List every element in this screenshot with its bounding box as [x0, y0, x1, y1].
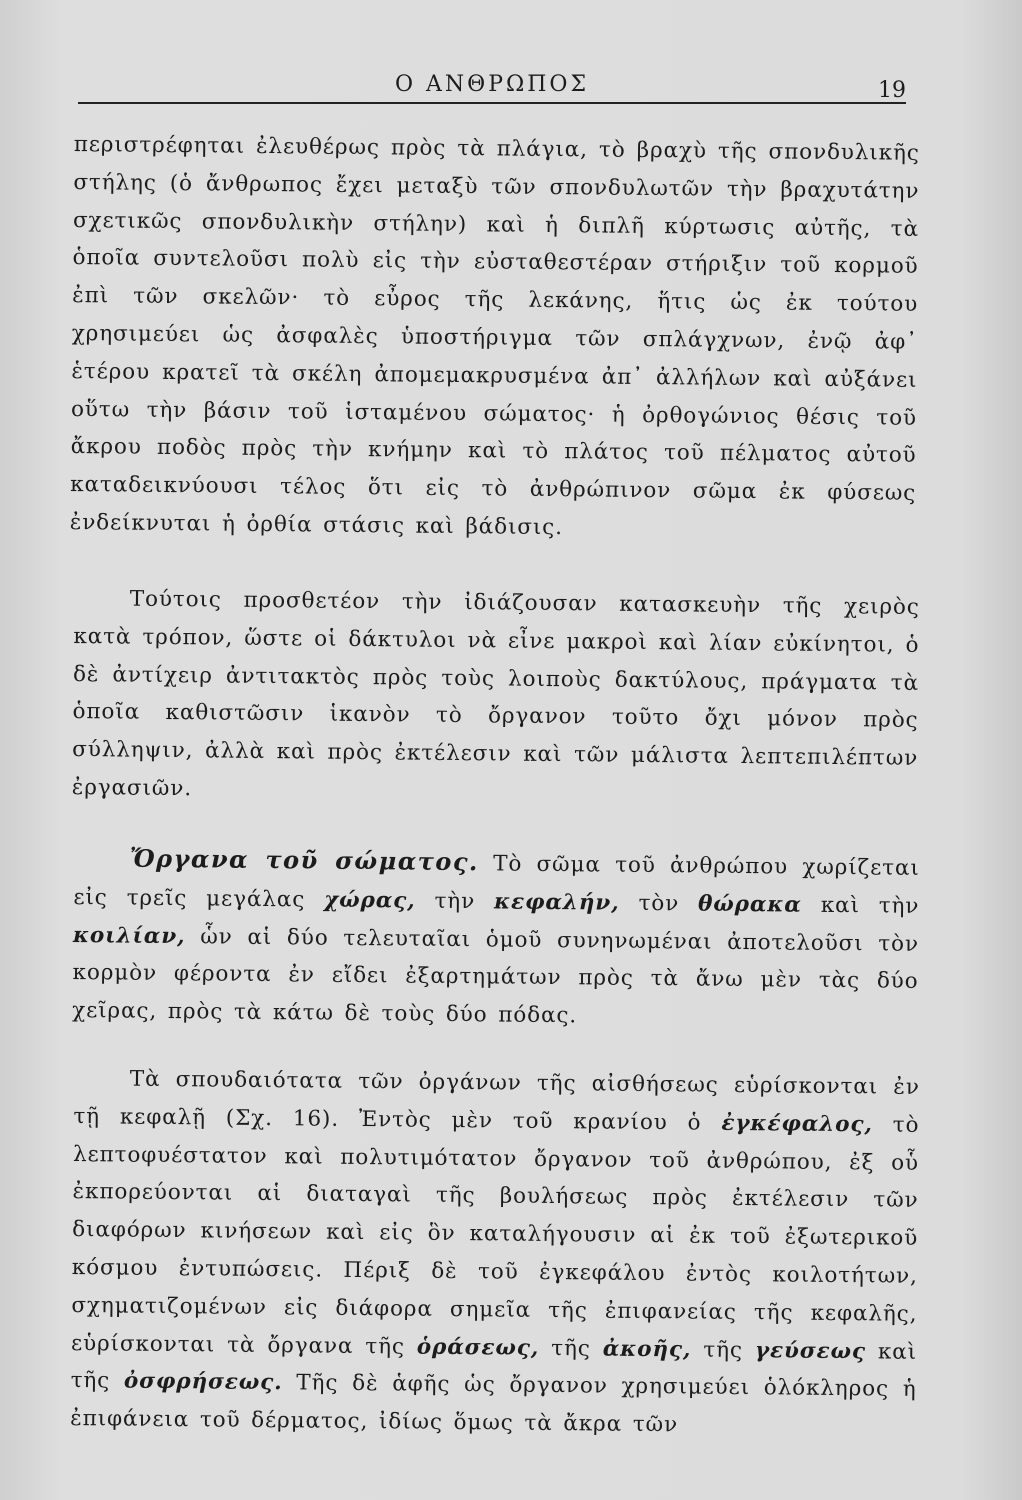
emphasis-term: ἐγκέφαλος,	[721, 1110, 873, 1137]
paragraph-1: περιστρέφηται ἐλευθέρως πρὸς τὰ πλάγια, τὸ βραχὺ τῆς σπονδυλικῆς στήλης (ὁ ἄνθρωπος ἔχει μεταξὺ τῶν σπονδυλωτῶν τὴν βραχυτάτην σχετικῶς σπονδυλικὴν στήλην) καὶ ἡ διπλῆ κύρτωσις αὐτῆς, τὰ ὁποῖα συντελοῦσι πολὺ εἰς τὴν εὐσταθεστέραν στήριξιν τοῦ κορμοῦ ἐπὶ τῶν σκελῶν· τὸ εὖρος τῆς λεκάνης, ἥτις ὡς ἐκ τούτου χρησιμεύει ὡς ἀσφαλὲς ὑποστήριγμα τῶν σπλάγχνων, ἐνῷ ἀφ᾽ ἑτέρου κρατεῖ τὰ σκέλη ἀπομεμακρυσμένα ἀπ᾽ ἀλλήλων καὶ αὐξάνει οὕτω τὴν βάσιν τοῦ ἱσταμένου σώματος· ἡ ὀρθογώνιος θέσις τοῦ ἄκρου ποδὸς πρὸς τὴν κνήμην καὶ τὸ πλάτος τοῦ πέλματος αὐτοῦ καταδεικνύουσι τέλος ὅτι εἰς τὸ ἀνθρώπινον σῶμα ἐκ φύσεως ἐνδείκνυται ἡ ὀρθία στάσις καὶ βάδισις.	[69, 131, 920, 541]
text-span: τὴν	[415, 887, 495, 914]
text-span: καὶ τὴν	[801, 891, 920, 919]
emphasis-term: γεύσεως	[754, 1337, 867, 1364]
text-span: Τὸ σῶμα τοῦ ἀνθρώπου χωρίζεται εἰς τρεῖς μεγάλας	[73, 850, 920, 912]
emphasis-term: θώρακα	[697, 890, 802, 917]
running-title: Ο ΑΝΘΡΩΠΟΣ	[394, 72, 590, 97]
text-span: Τῆς δὲ ἁφῆς ὡς ὄργανον χρησιμεύει ὁλόκληρος ἡ ἐπιφάνεια τοῦ δέρματος, ἰδίως ὅμως τὰ ἄκρα τῶν	[70, 1370, 917, 1438]
text-span: καὶ τῆς	[70, 1338, 918, 1394]
paragraph-2: Τούτοις προσθετέον τὴν ἰδιάζουσαν κατασκευὴν τῆς χειρὸς κατὰ τρόπον, ὥστε οἱ δάκτυλοι νὰ εἶνε μακροὶ καὶ λίαν εὐκίνητοι, ὁ δὲ ἀντίχειρ ἀντιτακτὸς πρὸς τοὺς λοιποὺς δακτύλους, πράγματα τὰ ὁποῖα καθιστῶσιν ἱκανὸν τὸ ὄργανον τοῦτο ὄχι μόνον πρὸς σύλληψιν, ἀλλὰ καὶ πρὸς ἐκτέλεσιν καὶ τῶν μάλιστα λεπτεπιλέπτων ἐργασιῶν.	[71, 586, 920, 801]
paragraph-3	[72, 839, 920, 1039]
emphasis-term: κεφαλήν,	[493, 888, 620, 916]
text-span: τὸν	[619, 890, 699, 916]
emphasis-term: ὀσφρήσεως.	[123, 1368, 283, 1396]
text-span: Τὰ σπουδαιότατα τῶν ὀργάνων τῆς αἰσθήσεως εὑρίσκονται ἐν τῇ κεφαλῇ (Σχ. 16). Ἐντὸς μὲν τοῦ κρανίου ὁ	[73, 1066, 920, 1136]
text-span: τῆς	[691, 1336, 756, 1363]
body-text	[69, 118, 920, 1438]
page-header	[78, 66, 906, 104]
text-span: ὧν αἱ δύο τελευταῖαι ὁμοῦ συνηνωμέναι ἀποτελοῦσι τὸν κορμὸν φέροντα ἐν εἴδει ἐξαρτημάτων πρὸς τὰ ἄνω μὲν τὰς δύο χεῖρας, πρὸς τὰ κάτω δὲ τοὺς δύο πόδας.	[72, 923, 920, 1029]
emphasis-term: κοιλίαν,	[72, 922, 186, 949]
page-number: 19	[878, 78, 906, 103]
emphasis-term: χώρας,	[324, 886, 416, 913]
emphasis-term: ἀκοῆς,	[602, 1335, 692, 1362]
section-heading: Ὄργανα τοῦ σώματος.	[129, 843, 480, 876]
text-span: τὸ λεπτοφυέστατον καὶ πολυτιμότατον ὄργανον τοῦ ἀνθρώπου, ἐξ οὗ ἐκπορεύονται αἱ διαταγαὶ τῆς βουλήσεως πρὸς ἐκτέλεσιν τῶν διαφόρων κινήσεων καὶ εἰς ὃν καταλήγουσιν αἱ ἐκ τοῦ ἐξωτερικοῦ κόσμου ἐντυπώσεις. Πέριξ δὲ τοῦ ἐγκεφάλου ἐντὸς κοιλοτήτων, σχηματιζομένων εἰς διάφορα σημεῖα τῆς ἐπιφανείας τῆς κεφαλῆς, εὑρίσκονται τὰ ὄργανα τῆς	[70, 1111, 920, 1359]
paragraph-4	[70, 1060, 920, 1447]
text-span: τῆς	[539, 1334, 603, 1361]
emphasis-term: ὁράσεως,	[416, 1333, 540, 1360]
